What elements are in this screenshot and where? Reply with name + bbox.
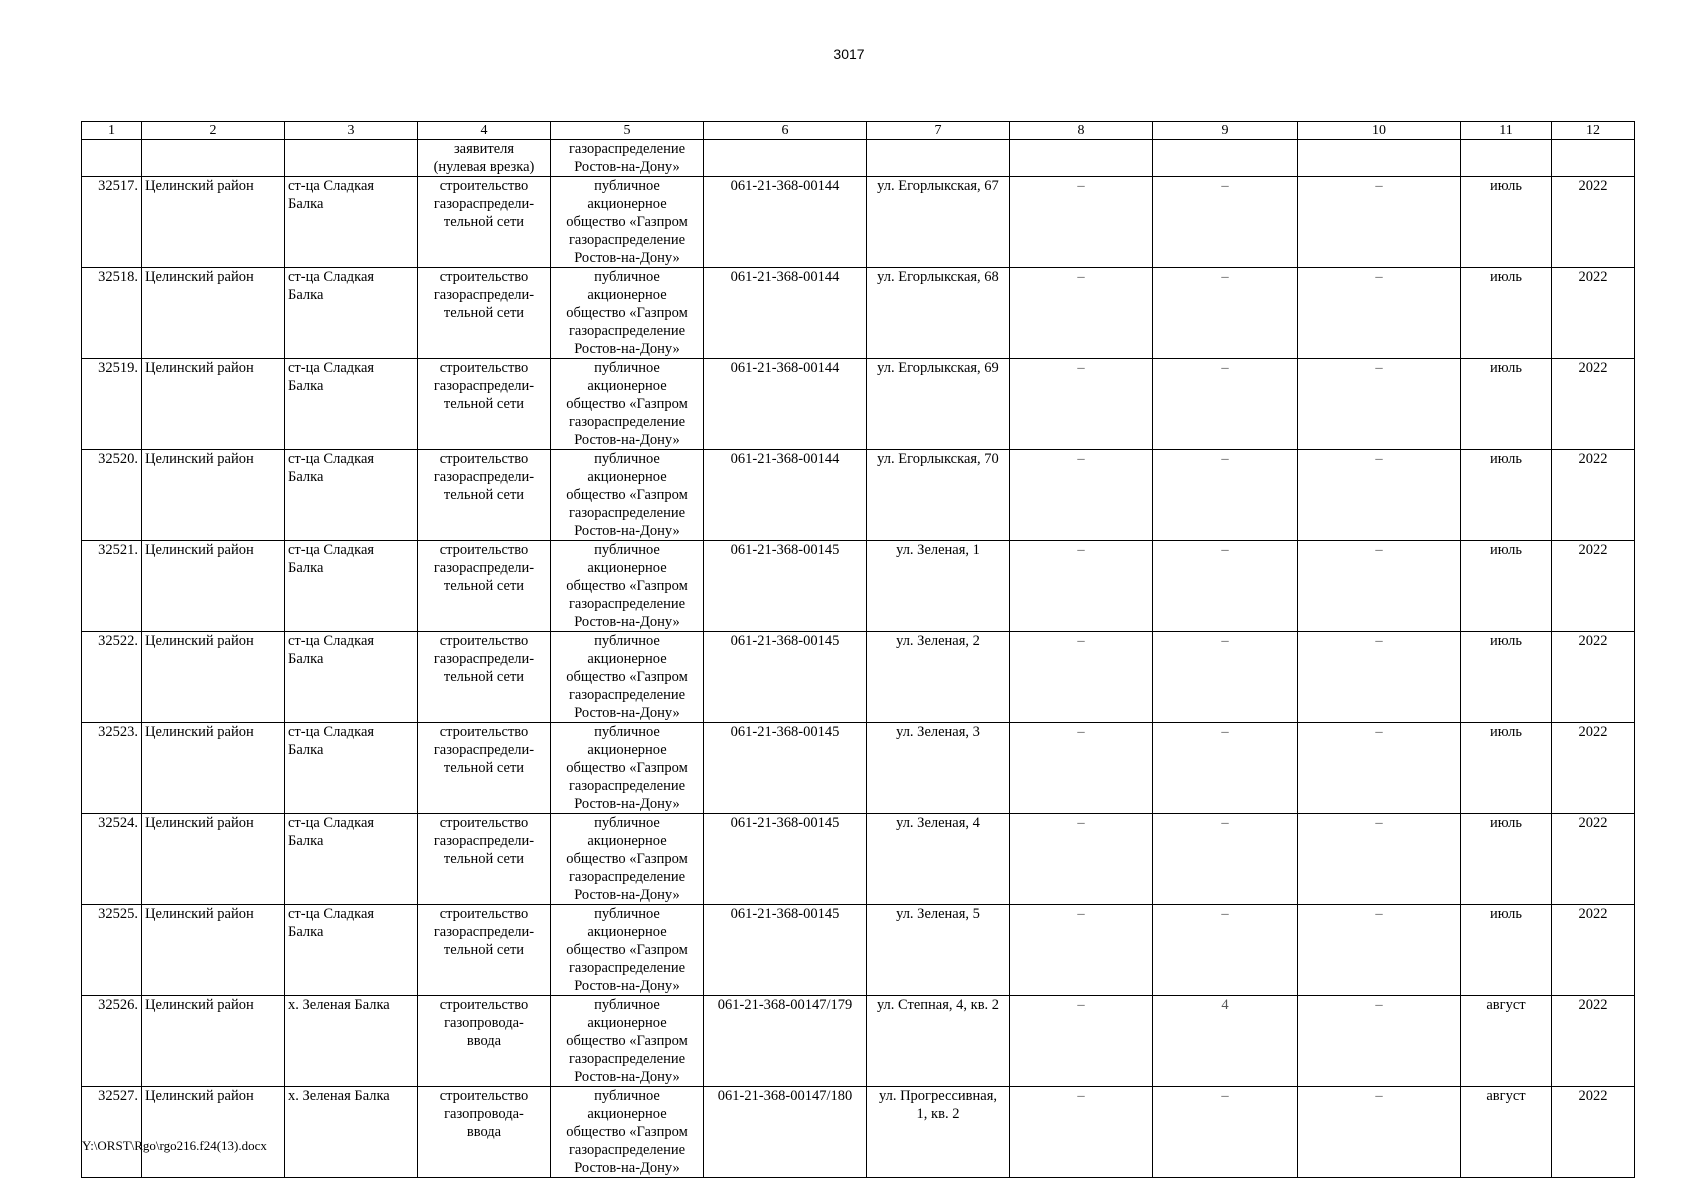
cell-work-type-line: тельной сети (443, 487, 525, 503)
cell-work-type-line: строительство (439, 360, 529, 376)
cell-work-type-line: газораспредели- (433, 651, 535, 667)
cell-locality (285, 1087, 418, 1178)
cell-work-type-line: газораспредели- (433, 742, 535, 758)
cell-month: август (1461, 996, 1552, 1087)
cell-organization-line: общество «Газпром (566, 1033, 688, 1049)
column-header: 11 (1461, 122, 1552, 140)
cell-district: Целинский район (142, 996, 285, 1087)
cell-address (867, 996, 1010, 1087)
cell-organization-line: акционерное (587, 560, 667, 576)
cell-organization (551, 905, 704, 996)
cell-organization-line: Ростов-на-Дону» (574, 705, 680, 721)
cell-work-type-line: тельной сети (443, 578, 525, 594)
table-row (82, 1087, 1635, 1178)
cell-address (867, 632, 1010, 723)
cell-address (867, 268, 1010, 359)
cell-work-type-line: строительство (439, 633, 529, 649)
cell-col9: – (1153, 177, 1298, 268)
cell-col8: – (1010, 359, 1153, 450)
cell-address-line: ул. Зеленая, 3 (896, 724, 980, 740)
cell-organization (551, 632, 704, 723)
column-header: 12 (1552, 122, 1635, 140)
cell-month: июль (1461, 177, 1552, 268)
table-row (82, 996, 1635, 1087)
cell-col9: – (1153, 268, 1298, 359)
column-header: 10 (1298, 122, 1461, 140)
cell-number: 32521. (82, 541, 142, 632)
cell-col10: – (1298, 814, 1461, 905)
cell-work-type (418, 450, 551, 541)
cell-locality-line: Балка (288, 833, 324, 849)
cell-work-type (418, 814, 551, 905)
cell-locality-line: Балка (288, 287, 324, 303)
cell-col8: – (1010, 1087, 1153, 1178)
cell-organization (551, 541, 704, 632)
cell-address-line: ул. Зеленая, 1 (896, 542, 980, 558)
cell-code: 061-21-368-00144 (704, 450, 867, 541)
cell-organization-line: акционерное (587, 1106, 667, 1122)
cell-locality-line: ст-ца Сладкая (288, 451, 375, 467)
cell-organization-line: публичное (594, 1088, 660, 1104)
cell-number: 32520. (82, 450, 142, 541)
cell-locality (285, 905, 418, 996)
cell-district: Целинский район (142, 359, 285, 450)
cell-number: 32525. (82, 905, 142, 996)
cell-code: 061-21-368-00145 (704, 723, 867, 814)
continuation-row (82, 140, 1635, 177)
cell-month: июль (1461, 814, 1552, 905)
cell-locality-line: ст-ца Сладкая (288, 178, 375, 194)
table-row (82, 723, 1635, 814)
cell-col9: – (1153, 723, 1298, 814)
table-row (82, 359, 1635, 450)
cell-organization-line: газораспределение (568, 960, 686, 976)
cell-locality (285, 996, 418, 1087)
cell-year: 2022 (1552, 450, 1635, 541)
cell-locality-line: ст-ца Сладкая (288, 269, 375, 285)
cell-col9: – (1153, 632, 1298, 723)
cell-address-line: ул. Степная, 4, кв. 2 (876, 997, 1000, 1013)
cell-work-type (418, 632, 551, 723)
cell-organization-line: Ростов-на-Дону» (574, 978, 680, 994)
cell-organization-line: общество «Газпром (566, 214, 688, 230)
page-number: 3017 (833, 46, 865, 62)
cell-code: 061-21-368-00144 (704, 177, 867, 268)
cell-work-type-line: тельной сети (443, 942, 525, 958)
cell-work-type (418, 359, 551, 450)
cell-organization-line: акционерное (587, 651, 667, 667)
cell-col9: 4 (1153, 996, 1298, 1087)
cell-month: июль (1461, 268, 1552, 359)
table-row (82, 268, 1635, 359)
cell-organization-line: публичное (594, 360, 660, 376)
cell-month: июль (1461, 359, 1552, 450)
cell-organization-line: публичное (594, 633, 660, 649)
cell-month: август (1461, 1087, 1552, 1178)
cell-code: 061-21-368-00144 (704, 268, 867, 359)
cell-locality-line: ст-ца Сладкая (288, 542, 375, 558)
cell-work-type (418, 177, 551, 268)
cell-work-type-line: строительство (439, 269, 529, 285)
cell-organization-line: Ростов-на-Дону» (574, 887, 680, 903)
cell-code: 061-21-368-00145 (704, 541, 867, 632)
cell-organization-line: газораспределение (568, 596, 686, 612)
cell-year: 2022 (1552, 1087, 1635, 1178)
cell-work-type-line: тельной сети (443, 760, 525, 776)
cell-work-type-line: газораспредели- (433, 469, 535, 485)
cell-year: 2022 (1552, 905, 1635, 996)
cell-year: 2022 (1552, 632, 1635, 723)
cell-work-type-line: строительство (439, 542, 529, 558)
cell-organization-line: газораспределение (568, 323, 686, 339)
table-cell (285, 140, 418, 177)
table-row (82, 541, 1635, 632)
table-cell (1153, 140, 1298, 177)
cell-organization (551, 996, 704, 1087)
cell-year: 2022 (1552, 541, 1635, 632)
cell-work-type-line: газораспредели- (433, 924, 535, 940)
table-row (82, 450, 1635, 541)
cell-district: Целинский район (142, 177, 285, 268)
cell-organization (551, 268, 704, 359)
cell-organization-line: общество «Газпром (566, 942, 688, 958)
cell-work-type (418, 996, 551, 1087)
table-cell (1298, 140, 1461, 177)
cell-locality-line: ст-ца Сладкая (288, 724, 375, 740)
cell-district: Целинский район (142, 814, 285, 905)
cell-year: 2022 (1552, 359, 1635, 450)
cell-organization-line: газораспределение (568, 1142, 686, 1158)
cell-locality (285, 632, 418, 723)
table-row (82, 905, 1635, 996)
cell-address (867, 359, 1010, 450)
cell-number: 32527. (82, 1087, 142, 1178)
cell-organization-line: Ростов-на-Дону» (574, 432, 680, 448)
cell-year: 2022 (1552, 814, 1635, 905)
cell-col9: – (1153, 905, 1298, 996)
cell-address (867, 814, 1010, 905)
table-row (82, 814, 1635, 905)
cell-work-type (418, 541, 551, 632)
cell-organization (551, 177, 704, 268)
cell-locality-line: Балка (288, 742, 324, 758)
cell-address (867, 1087, 1010, 1178)
cell-work-type-line: тельной сети (443, 214, 525, 230)
cell-organization-line: общество «Газпром (566, 1124, 688, 1140)
cell-organization-line: акционерное (587, 196, 667, 212)
cell-address-line: ул. Зеленая, 4 (896, 815, 980, 831)
cell-work-type (418, 1087, 551, 1178)
table-cell-work: заявителя (нулевая врезка) (418, 140, 551, 177)
cell-organization-line: газораспределение (568, 1051, 686, 1067)
cell-organization-line: акционерное (587, 1015, 667, 1031)
cell-locality-line: ст-ца Сладкая (288, 633, 375, 649)
cell-address (867, 177, 1010, 268)
column-header: 9 (1153, 122, 1298, 140)
cell-work-type-line: строительство (439, 178, 529, 194)
table-cell (1461, 140, 1552, 177)
cell-address-line: ул. Зеленая, 2 (896, 633, 980, 649)
table-cell (142, 140, 285, 177)
column-header: 4 (418, 122, 551, 140)
cell-organization-line: газораспределение (568, 687, 686, 703)
cell-code: 061-21-368-00147/179 (704, 996, 867, 1087)
cell-col10: – (1298, 268, 1461, 359)
cell-col10: – (1298, 723, 1461, 814)
cell-district: Целинский район (142, 450, 285, 541)
cell-work-type (418, 268, 551, 359)
table-row (82, 177, 1635, 268)
cell-organization-line: публичное (594, 997, 660, 1013)
cell-code: 061-21-368-00145 (704, 814, 867, 905)
cell-work-type-line: ввода (466, 1124, 502, 1140)
cell-locality-line: Балка (288, 378, 324, 394)
cell-year: 2022 (1552, 723, 1635, 814)
cell-address-line: ул. Егорлыкская, 69 (877, 360, 999, 376)
cell-number: 32517. (82, 177, 142, 268)
cell-locality (285, 723, 418, 814)
cell-organization-line: общество «Газпром (566, 851, 688, 867)
cell-organization-line: Ростов-на-Дону» (574, 796, 680, 812)
cell-organization-line: акционерное (587, 469, 667, 485)
cell-work-type-line: строительство (439, 997, 529, 1013)
cell-work-type-line: газопровода- (444, 1015, 524, 1031)
cell-code: 061-21-368-00145 (704, 632, 867, 723)
cell-col8: – (1010, 814, 1153, 905)
cell-number: 32524. (82, 814, 142, 905)
cell-col9: – (1153, 1087, 1298, 1178)
cell-col8: – (1010, 450, 1153, 541)
cell-organization-line: акционерное (587, 924, 667, 940)
cell-organization-line: газораспределение (568, 778, 686, 794)
cell-work-type (418, 905, 551, 996)
cell-col8: – (1010, 632, 1153, 723)
table-cell-org: газораспределение Ростов-на-Дону» (551, 140, 704, 177)
cell-district: Целинский район (142, 1087, 285, 1178)
cell-organization-line: акционерное (587, 287, 667, 303)
cell-col9: – (1153, 814, 1298, 905)
table-cell (82, 140, 142, 177)
cell-organization-line: публичное (594, 724, 660, 740)
cell-code: 061-21-368-00144 (704, 359, 867, 450)
column-number-header-row (82, 122, 1635, 140)
cell-organization-line: общество «Газпром (566, 305, 688, 321)
cell-district: Целинский район (142, 723, 285, 814)
cell-locality (285, 268, 418, 359)
cell-address-line: ул. Прогрессивная, (878, 1088, 998, 1104)
cell-address-line: ул. Егорлыкская, 67 (877, 178, 999, 194)
cell-month: июль (1461, 905, 1552, 996)
cell-organization-line: публичное (594, 906, 660, 922)
cell-district: Целинский район (142, 268, 285, 359)
cell-locality (285, 177, 418, 268)
cell-col8: – (1010, 996, 1153, 1087)
column-header: 5 (551, 122, 704, 140)
cell-address (867, 723, 1010, 814)
cell-col8: – (1010, 905, 1153, 996)
table-cell (704, 140, 867, 177)
cell-work-type (418, 723, 551, 814)
cell-col10: – (1298, 450, 1461, 541)
cell-organization (551, 359, 704, 450)
cell-col9: – (1153, 541, 1298, 632)
cell-organization-line: Ростов-на-Дону» (574, 614, 680, 630)
cell-address-line: 1, кв. 2 (916, 1106, 960, 1122)
cell-organization-line: акционерное (587, 742, 667, 758)
cell-col10: – (1298, 1087, 1461, 1178)
table-cell (867, 140, 1010, 177)
cell-locality (285, 541, 418, 632)
cell-organization (551, 450, 704, 541)
cell-address (867, 905, 1010, 996)
cell-district: Целинский район (142, 541, 285, 632)
cell-work-type-line: газораспредели- (433, 287, 535, 303)
cell-locality-line: ст-ца Сладкая (288, 906, 375, 922)
cell-col8: – (1010, 541, 1153, 632)
cell-col9: – (1153, 450, 1298, 541)
cell-organization-line: общество «Газпром (566, 396, 688, 412)
cell-organization-line: газораспределение (568, 505, 686, 521)
cell-locality-line: Балка (288, 469, 324, 485)
cell-address-line: ул. Егорлыкская, 70 (877, 451, 999, 467)
table-cell (1552, 140, 1635, 177)
cell-organization (551, 814, 704, 905)
cell-locality (285, 450, 418, 541)
cell-number: 32522. (82, 632, 142, 723)
cell-code: 061-21-368-00147/180 (704, 1087, 867, 1178)
cell-work-type-line: тельной сети (443, 396, 525, 412)
register-table (81, 121, 1635, 1178)
cell-organization-line: Ростов-на-Дону» (574, 1069, 680, 1085)
cell-work-type-line: газопровода- (444, 1106, 524, 1122)
cell-address-line: ул. Егорлыкская, 68 (877, 269, 999, 285)
cell-number: 32526. (82, 996, 142, 1087)
cell-month: июль (1461, 632, 1552, 723)
cell-organization-line: Ростов-на-Дону» (574, 250, 680, 266)
cell-year: 2022 (1552, 268, 1635, 359)
cell-col9: – (1153, 359, 1298, 450)
cell-organization-line: публичное (594, 815, 660, 831)
cell-col10: – (1298, 541, 1461, 632)
cell-organization-line: акционерное (587, 378, 667, 394)
cell-organization-line: публичное (594, 542, 660, 558)
cell-col8: – (1010, 723, 1153, 814)
cell-col8: – (1010, 177, 1153, 268)
column-header: 7 (867, 122, 1010, 140)
cell-work-type-line: строительство (439, 815, 529, 831)
cell-month: июль (1461, 541, 1552, 632)
cell-address (867, 541, 1010, 632)
cell-work-type-line: тельной сети (443, 669, 525, 685)
cell-work-type-line: газораспредели- (433, 560, 535, 576)
cell-organization-line: публичное (594, 178, 660, 194)
cell-organization-line: газораспределение (568, 232, 686, 248)
cell-district: Целинский район (142, 905, 285, 996)
cell-organization-line: акционерное (587, 833, 667, 849)
cell-organization-line: общество «Газпром (566, 669, 688, 685)
cell-month: июль (1461, 723, 1552, 814)
cell-work-type-line: газораспредели- (433, 378, 535, 394)
cell-district: Целинский район (142, 632, 285, 723)
cell-number: 32519. (82, 359, 142, 450)
cell-work-type-line: тельной сети (443, 305, 525, 321)
cell-col10: – (1298, 905, 1461, 996)
cell-month: июль (1461, 450, 1552, 541)
cell-locality-line: х. Зеленая Балка (288, 997, 390, 1013)
cell-organization (551, 723, 704, 814)
cell-organization-line: Ростов-на-Дону» (574, 341, 680, 357)
column-header: 1 (82, 122, 142, 140)
cell-year: 2022 (1552, 996, 1635, 1087)
cell-organization (551, 1087, 704, 1178)
cell-code: 061-21-368-00145 (704, 905, 867, 996)
table-cell (1010, 140, 1153, 177)
column-header: 3 (285, 122, 418, 140)
cell-organization-line: публичное (594, 451, 660, 467)
cell-organization-line: общество «Газпром (566, 578, 688, 594)
cell-locality-line: ст-ца Сладкая (288, 360, 375, 376)
cell-organization-line: газораспределение (568, 869, 686, 885)
cell-year: 2022 (1552, 177, 1635, 268)
table-row (82, 632, 1635, 723)
cell-locality-line: Балка (288, 924, 324, 940)
cell-locality (285, 359, 418, 450)
cell-work-type-line: газораспредели- (433, 196, 535, 212)
cell-col10: – (1298, 632, 1461, 723)
cell-organization-line: газораспределение (568, 414, 686, 430)
cell-locality-line: Балка (288, 560, 324, 576)
cell-number: 32523. (82, 723, 142, 814)
column-header: 2 (142, 122, 285, 140)
cell-col10: – (1298, 996, 1461, 1087)
cell-address (867, 450, 1010, 541)
cell-organization-line: Ростов-на-Дону» (574, 523, 680, 539)
cell-number: 32518. (82, 268, 142, 359)
cell-organization-line: общество «Газпром (566, 760, 688, 776)
cell-locality-line: Балка (288, 651, 324, 667)
cell-work-type-line: строительство (439, 906, 529, 922)
cell-work-type-line: тельной сети (443, 851, 525, 867)
cell-locality (285, 814, 418, 905)
cell-work-type-line: газораспредели- (433, 833, 535, 849)
column-header: 8 (1010, 122, 1153, 140)
cell-organization-line: публичное (594, 269, 660, 285)
cell-work-type-line: ввода (466, 1033, 502, 1049)
file-path-footer: Y:\ORST\Rgo\rgo216.f24(13).docx (82, 1138, 267, 1153)
cell-work-type-line: строительство (439, 724, 529, 740)
cell-col10: – (1298, 177, 1461, 268)
cell-work-type-line: строительство (439, 1088, 529, 1104)
cell-address-line: ул. Зеленая, 5 (896, 906, 980, 922)
cell-organization-line: Ростов-на-Дону» (574, 1160, 680, 1176)
column-header: 6 (704, 122, 867, 140)
cell-work-type-line: строительство (439, 451, 529, 467)
cell-col8: – (1010, 268, 1153, 359)
cell-organization-line: общество «Газпром (566, 487, 688, 503)
cell-col10: – (1298, 359, 1461, 450)
cell-locality-line: ст-ца Сладкая (288, 815, 375, 831)
cell-locality-line: х. Зеленая Балка (288, 1088, 390, 1104)
cell-locality-line: Балка (288, 196, 324, 212)
